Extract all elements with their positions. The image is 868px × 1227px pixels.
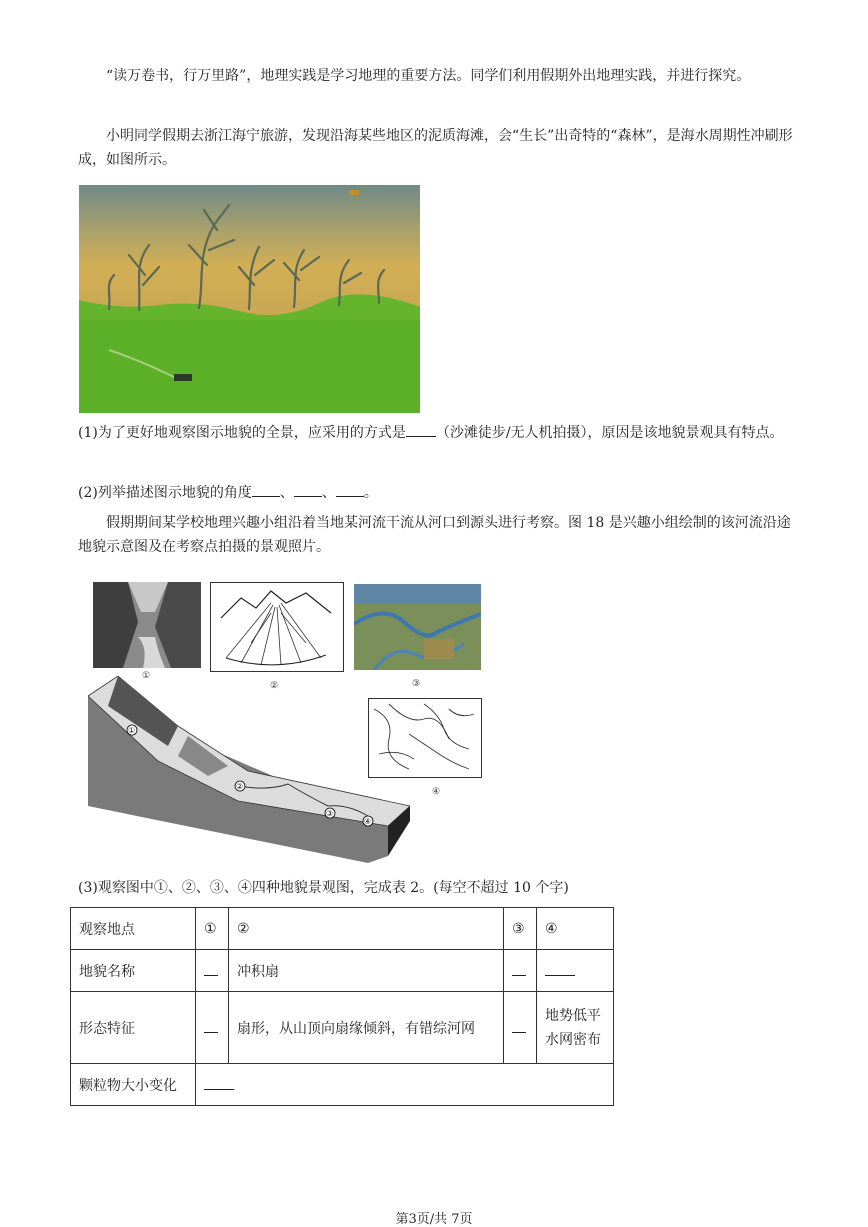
intro-paragraph-1: “读万卷书，行万里路”，地理实践是学习地理的重要方法。同学们利用假期外出地理实践，并进行探究。 [106,68,751,84]
caption-3: ③ [412,679,421,689]
table-cell: 形态特征 [71,992,196,1064]
answer-blank[interactable] [252,482,280,497]
answer-blank[interactable] [406,422,436,437]
question-2-text: (2)列举描述图示地貌的角度 [78,485,252,501]
answer-blank[interactable] [204,961,218,976]
caption-1: ① [142,671,151,681]
table-row [71,950,614,992]
separator: 、 [321,485,336,501]
landform-table [70,907,614,1106]
intro-paragraph-2: 小明同学假期去浙江海宁旅游，发现沿海某些地区的泥质海滩，会“生长”出奇特的“森林”，是海水周期性冲刷形成，如图所示。 [78,128,793,168]
question-2 [78,481,793,505]
cell-line: 水网密布 [545,1031,601,1048]
separator: 、 [279,485,294,501]
answer-blank[interactable] [204,1075,234,1090]
marker-3: ③ [326,809,334,818]
table-cell: 冲积扇 [229,950,504,992]
marker-2: ② [236,782,244,791]
question-3: (3)观察图中①、②、③、④四种地貌景观图，完成表 2。(每空不超过 10 个字) [78,880,569,896]
answer-blank[interactable] [512,1018,526,1033]
table-cell: 观察地点 [71,908,196,950]
table-cell: ③ [504,908,537,950]
gorge-photo [93,582,201,668]
table-cell[interactable] [196,992,229,1064]
marker-4: ④ [364,817,372,826]
answer-blank[interactable] [294,482,322,497]
answer-blank[interactable] [512,961,526,976]
table-cell: ① [196,908,229,950]
question-1 [78,421,793,445]
question-1-text-end: （沙滩徒步/无人机拍摄），原因是该地貌景观具有特点。 [435,425,784,441]
river-profile-block-diagram [88,676,410,863]
tidal-forest-photo [79,185,420,413]
table-row [71,1064,614,1106]
table-row [71,908,614,950]
table-cell: ② [229,908,504,950]
question-1-text: (1)为了更好地观察图示地貌的全景，应采用的方式是 [78,425,406,441]
alluvial-fan-sketch [210,582,344,672]
table-cell[interactable] [537,950,614,992]
table-cell: 颗粒物大小变化 [71,1064,196,1106]
caption-2: ② [270,681,279,691]
marker-1: ① [128,726,136,735]
paragraph-3: 假期期间某学校地理兴趣小组沿着当地某河流干流从河口到源头进行考察。图 18 是兴趣小组绘制的该河流沿途地貌示意图及在考察点拍摄的景观照片。 [78,515,791,555]
answer-blank[interactable] [336,482,364,497]
table-cell [537,992,614,1064]
table-cell[interactable] [196,950,229,992]
answer-blank[interactable] [204,1018,218,1033]
table-row [71,992,614,1064]
table-cell: 扇形，从山顶向扇缘倾斜，有错综河网 [229,992,504,1064]
caption-4: ④ [432,787,441,797]
table-cell[interactable] [504,992,537,1064]
table-cell[interactable] [196,1064,614,1106]
table-cell: 地貌名称 [71,950,196,992]
table-cell: ④ [537,908,614,950]
page-footer: 第3页/共 7页 [395,1212,473,1227]
meander-photo [354,584,481,670]
answer-blank[interactable] [545,961,575,976]
cell-line: 地势低平 [545,1007,601,1024]
table-cell[interactable] [504,950,537,992]
period: 。 [363,485,378,501]
